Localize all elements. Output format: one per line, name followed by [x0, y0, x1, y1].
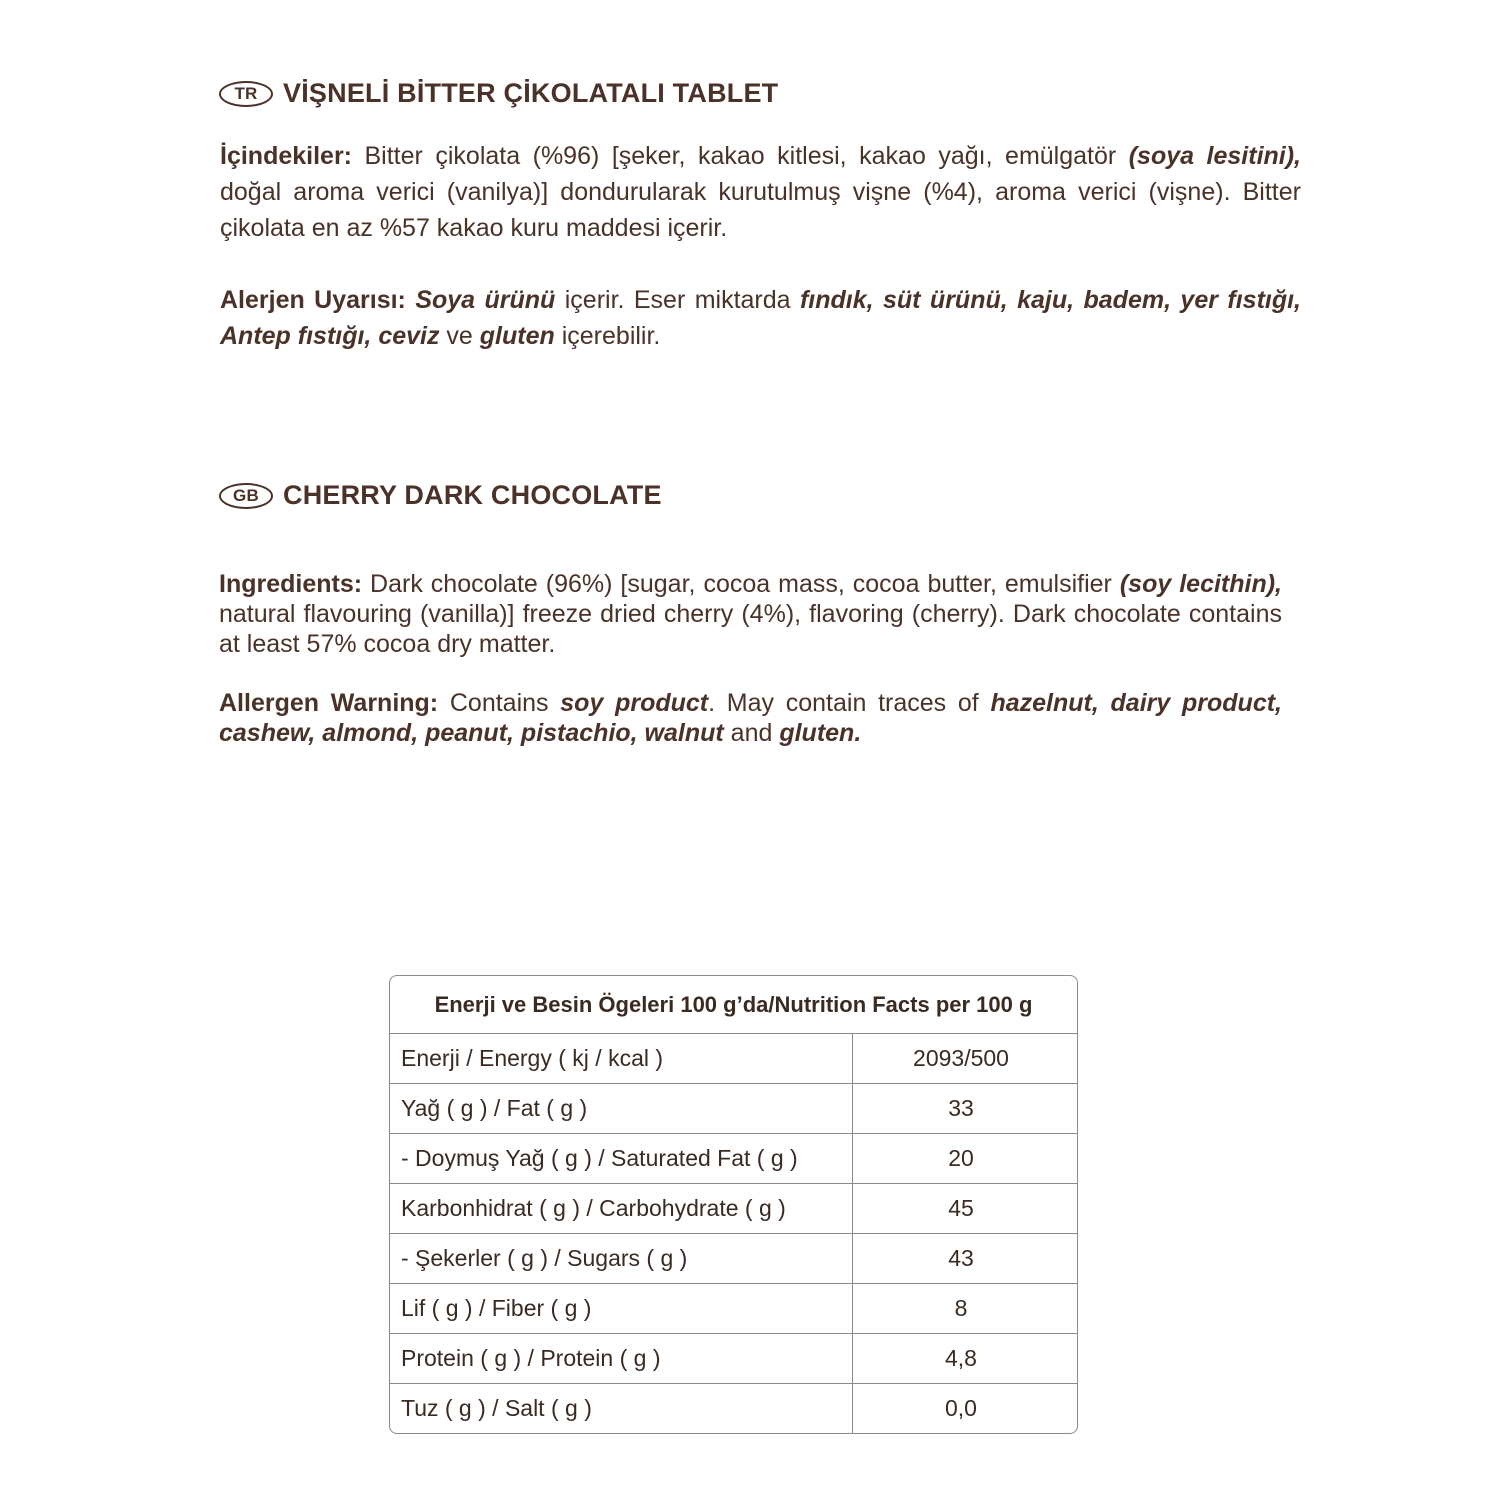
gb-allergen-traces: hazelnut, dairy product, cashew, almond, peanut, pistachio, walnut	[219, 689, 1282, 747]
gb-ingredients-label: Ingredients:	[219, 570, 363, 598]
gb-ingredients-text-2: natural flavouring (vanilla)] freeze dried cherry (4%), flavoring (cherry). Dark chocolate contains at least 57% cocoa dry matter.	[219, 600, 1282, 658]
nutrition-value: 20	[948, 1145, 974, 1171]
nutrition-value: 2093/500	[913, 1045, 1009, 1071]
nutrition-value: 43	[948, 1245, 974, 1271]
nutrition-value: 8	[954, 1295, 968, 1321]
gb-section-title	[219, 480, 662, 511]
tr-allergen-text: içerir. Eser miktarda	[555, 286, 800, 314]
gb-allergen-label: Allergen Warning:	[219, 689, 439, 717]
tr-allergen-traces: fındık, süt ürünü, kaju, badem, yer fıstığı, Antep fıstığı, ceviz	[220, 286, 1302, 350]
gb-ingredients-text: Dark chocolate (96%) [sugar, cocoa mass, cocoa butter, emulsifier	[362, 570, 1120, 598]
tr-allergen-item: Soya ürünü	[415, 286, 556, 314]
nutrition-label: Tuz ( g ) / Salt ( g )	[390, 1384, 853, 1433]
nutrition-row-fiber	[390, 1284, 1077, 1334]
tr-allergen-gluten: gluten	[479, 322, 555, 350]
nutrition-row-sugars	[390, 1234, 1077, 1284]
gb-allergen-warning	[219, 688, 1282, 748]
tr-allergen-text-3: içerebilir.	[554, 322, 661, 350]
gb-flag-badge: GB	[219, 483, 273, 509]
gb-allergen-text: Contains	[438, 689, 561, 717]
nutrition-value: 33	[948, 1095, 974, 1121]
tr-section-title	[219, 78, 778, 109]
nutrition-table-header: Enerji ve Besin Ögeleri 100 g’da/Nutrition Facts per 100 g	[390, 976, 1077, 1034]
tr-ingredients-text-2: doğal aroma verici (vanilya)] dondurularak kurutulmuş vişne (%4), aroma verici (vişne). Bitter çikolata en az %57 kakao kuru maddesi içerir.	[220, 178, 1301, 242]
nutrition-row-salt	[390, 1384, 1077, 1433]
tr-flag-badge: TR	[219, 81, 273, 107]
gb-allergen-text-3: and	[723, 719, 780, 747]
nutrition-value: 45	[948, 1195, 974, 1221]
gb-allergen-item: soy product	[560, 689, 709, 717]
nutrition-label: Enerji / Energy ( kj / kcal )	[390, 1034, 853, 1083]
tr-allergen-label: Alerjen Uyarısı:	[220, 286, 406, 314]
nutrition-label: Yağ ( g ) / Fat ( g )	[390, 1084, 853, 1133]
tr-allergen-text-2: ve	[439, 322, 480, 350]
nutrition-row-protein	[390, 1334, 1077, 1384]
nutrition-row-energy	[390, 1034, 1077, 1084]
nutrition-label: Karbonhidrat ( g ) / Carbohydrate ( g )	[390, 1184, 853, 1233]
nutrition-label: - Şekerler ( g ) / Sugars ( g )	[390, 1234, 853, 1283]
gb-ingredients	[219, 569, 1282, 659]
gb-ingredients-allergen: (soy lecithin),	[1119, 570, 1282, 598]
nutrition-label: Lif ( g ) / Fiber ( g )	[390, 1284, 853, 1333]
tr-allergen-warning	[220, 282, 1301, 354]
gb-allergen-gluten: gluten.	[779, 719, 862, 747]
gb-product-title: CHERRY DARK CHOCOLATE	[283, 480, 662, 510]
tr-ingredients-text: Bitter çikolata (%96) [şeker, kakao kitlesi, kakao yağı, emülgatör	[352, 142, 1129, 170]
nutrition-label: Protein ( g ) / Protein ( g )	[390, 1334, 853, 1383]
nutrition-value: 0,0	[945, 1395, 977, 1421]
gb-allergen-text-2: . May contain traces of	[708, 689, 991, 717]
tr-product-title: VİŞNELİ BİTTER ÇİKOLATALI TABLET	[283, 78, 779, 108]
nutrition-label: - Doymuş Yağ ( g ) / Saturated Fat ( g )	[390, 1134, 853, 1183]
tr-ingredients	[220, 138, 1301, 246]
tr-ingredients-label: İçindekiler:	[220, 142, 352, 170]
nutrition-row-saturated-fat	[390, 1134, 1077, 1184]
nutrition-row-fat	[390, 1084, 1077, 1134]
nutrition-table	[389, 975, 1078, 1434]
nutrition-row-carbohydrate	[390, 1184, 1077, 1234]
tr-ingredients-allergen: (soya lesitini),	[1128, 142, 1302, 170]
nutrition-value: 4,8	[945, 1345, 977, 1371]
